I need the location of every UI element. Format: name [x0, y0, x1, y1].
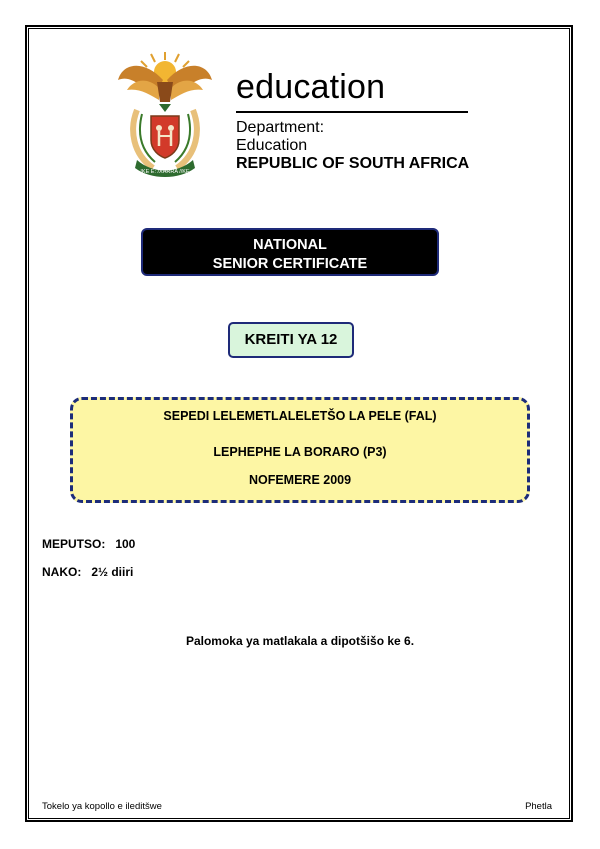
page-count-note: Palomoka ya matlakala a dipotšišo ke 6.	[185, 634, 415, 648]
time-allowed: NAKO: 2½ diiri	[42, 565, 134, 579]
subject-title: SEPEDI LELEMETLALELETŠO LA PELE (FAL)	[163, 409, 437, 423]
certificate-banner	[141, 228, 439, 276]
certificate-line-1: NATIONAL	[253, 237, 327, 253]
subject-panel	[70, 397, 530, 503]
certificate-line-2: SENIOR CERTIFICATE	[212, 256, 368, 272]
department-name: Education	[236, 137, 308, 154]
country-name: REPUBLIC OF SOUTH AFRICA	[236, 155, 470, 172]
turn-over-note: Phetla	[525, 801, 552, 812]
grade-badge: KREITI YA 12	[228, 322, 354, 358]
department-label: Department:	[236, 119, 325, 136]
paper-number: LEPHEPHE LA BORARO (P3)	[213, 445, 387, 459]
coat-of-arms-icon	[115, 50, 215, 182]
svg-text:!KE E: /XARRA //KE: !KE E: /XARRA //KE	[140, 169, 190, 175]
logo-wordmark: education	[236, 68, 386, 106]
exam-date: NOFEMERE 2009	[248, 473, 352, 487]
logo-divider	[236, 111, 468, 113]
copyright-notice: Tokelo ya kopollo e ileditšwe	[42, 801, 162, 812]
marks-total: MEPUTSO: 100	[42, 537, 136, 551]
